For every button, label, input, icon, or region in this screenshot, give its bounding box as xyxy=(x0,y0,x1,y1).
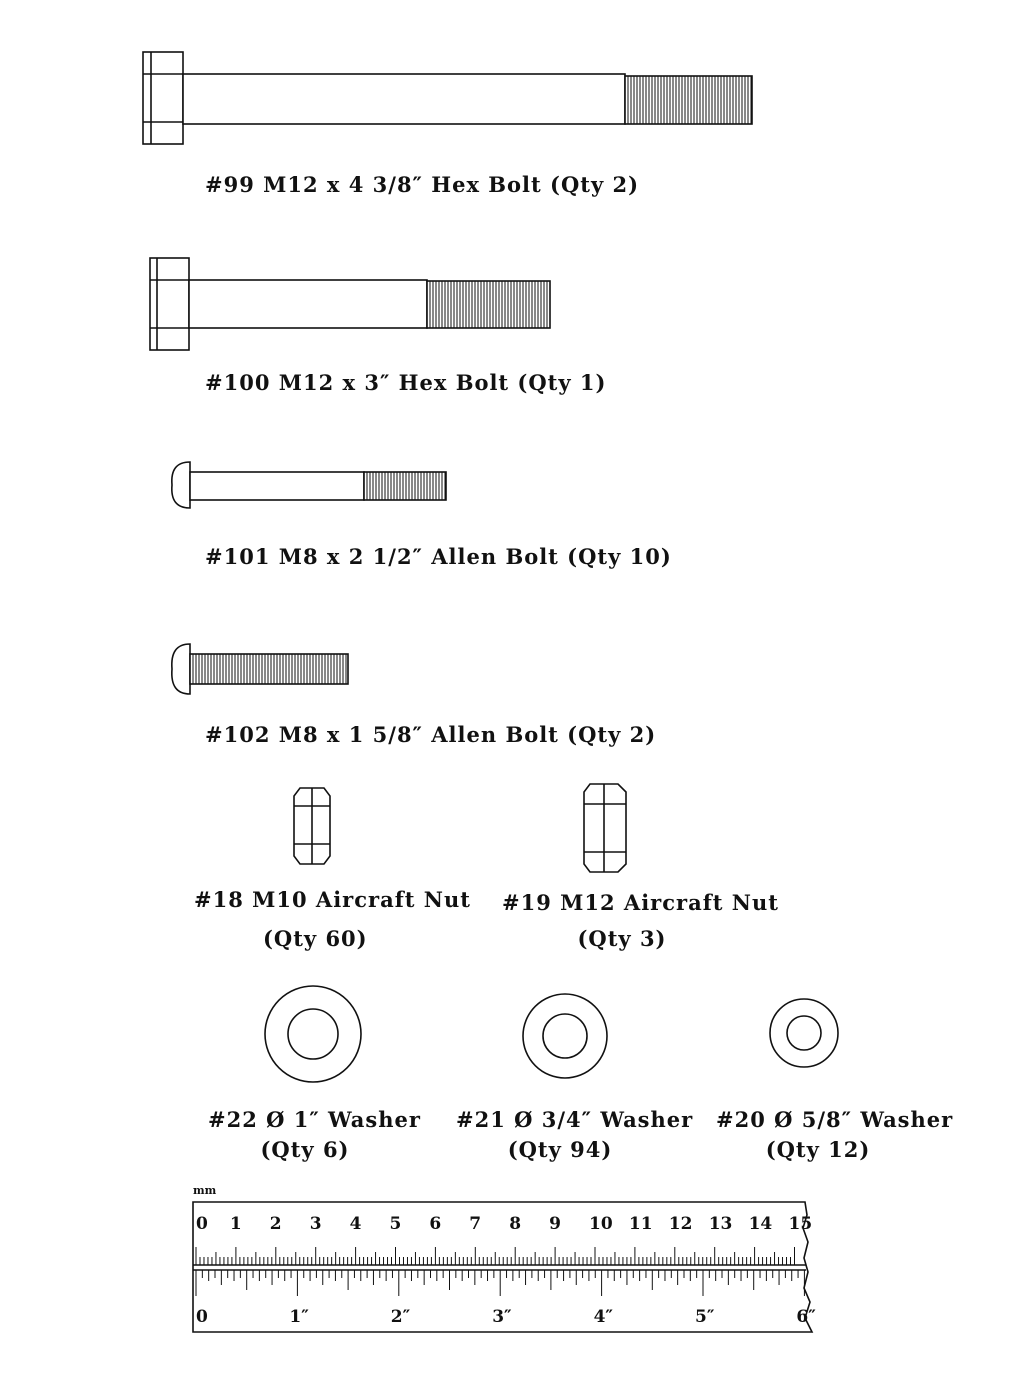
cm-label: 7 xyxy=(469,1214,482,1234)
cm-label: 14 xyxy=(748,1214,773,1234)
cm-label: 11 xyxy=(628,1214,653,1234)
hex-bolt-99 xyxy=(143,52,752,144)
nut-18 xyxy=(294,788,330,864)
inch-label: 5″ xyxy=(695,1307,715,1327)
inch-label: 3″ xyxy=(492,1307,512,1327)
cm-label: 0 xyxy=(196,1214,208,1234)
qty-part-22: (Qty 6) xyxy=(260,1137,350,1162)
cm-label: 10 xyxy=(589,1214,613,1234)
cm-label: 9 xyxy=(549,1214,561,1234)
inch-label: 0 xyxy=(196,1307,208,1327)
allen-bolt-101 xyxy=(172,462,446,508)
hex-bolt-100 xyxy=(150,258,550,350)
qty-part-21: (Qty 94) xyxy=(507,1137,613,1162)
label-part-21: #21 Ø 3/4″ Washer xyxy=(456,1107,694,1132)
qty-part-19: (Qty 3) xyxy=(577,926,667,951)
allen-bolt-102 xyxy=(172,644,348,694)
cm-label: 2 xyxy=(269,1214,282,1234)
label-part-22: #22 Ø 1″ Washer xyxy=(208,1107,421,1132)
qty-part-18: (Qty 60) xyxy=(263,926,368,951)
inch-label: 2″ xyxy=(390,1307,411,1327)
qty-part-20: (Qty 12) xyxy=(765,1137,871,1162)
cm-label: 8 xyxy=(509,1214,522,1234)
inch-label: 6″ xyxy=(796,1307,816,1327)
cm-label: 13 xyxy=(708,1214,733,1234)
label-part-101: #101 M8 x 2 1/2″ Allen Bolt (Qty 10) xyxy=(205,544,672,569)
cm-label: 5 xyxy=(389,1214,402,1234)
washer-21 xyxy=(523,994,607,1078)
washer-20 xyxy=(770,999,838,1067)
cm-label: 1 xyxy=(229,1214,242,1234)
nut-19 xyxy=(584,784,626,872)
cm-label: 3 xyxy=(309,1214,322,1234)
cm-label: 15 xyxy=(788,1214,813,1234)
cm-label: 6 xyxy=(429,1214,442,1234)
inch-label: 1″ xyxy=(289,1307,309,1327)
label-part-100: #100 M12 x 3″ Hex Bolt (Qty 1) xyxy=(205,370,607,395)
label-part-19: #19 M12 Aircraft Nut xyxy=(502,890,779,915)
cm-label: 12 xyxy=(668,1214,693,1234)
label-part-102: #102 M8 x 1 5/8″ Allen Bolt (Qty 2) xyxy=(205,722,657,747)
ruler-unit-label: mm xyxy=(193,1184,217,1197)
label-part-99: #99 M12 x 4 3/8″ Hex Bolt (Qty 2) xyxy=(205,172,640,197)
label-part-20: #20 Ø 5/8″ Washer xyxy=(716,1107,954,1132)
cm-label: 4 xyxy=(349,1214,362,1234)
washer-22 xyxy=(265,986,361,1082)
inch-label: 4″ xyxy=(593,1307,614,1327)
label-part-18: #18 M10 Aircraft Nut xyxy=(194,887,471,912)
